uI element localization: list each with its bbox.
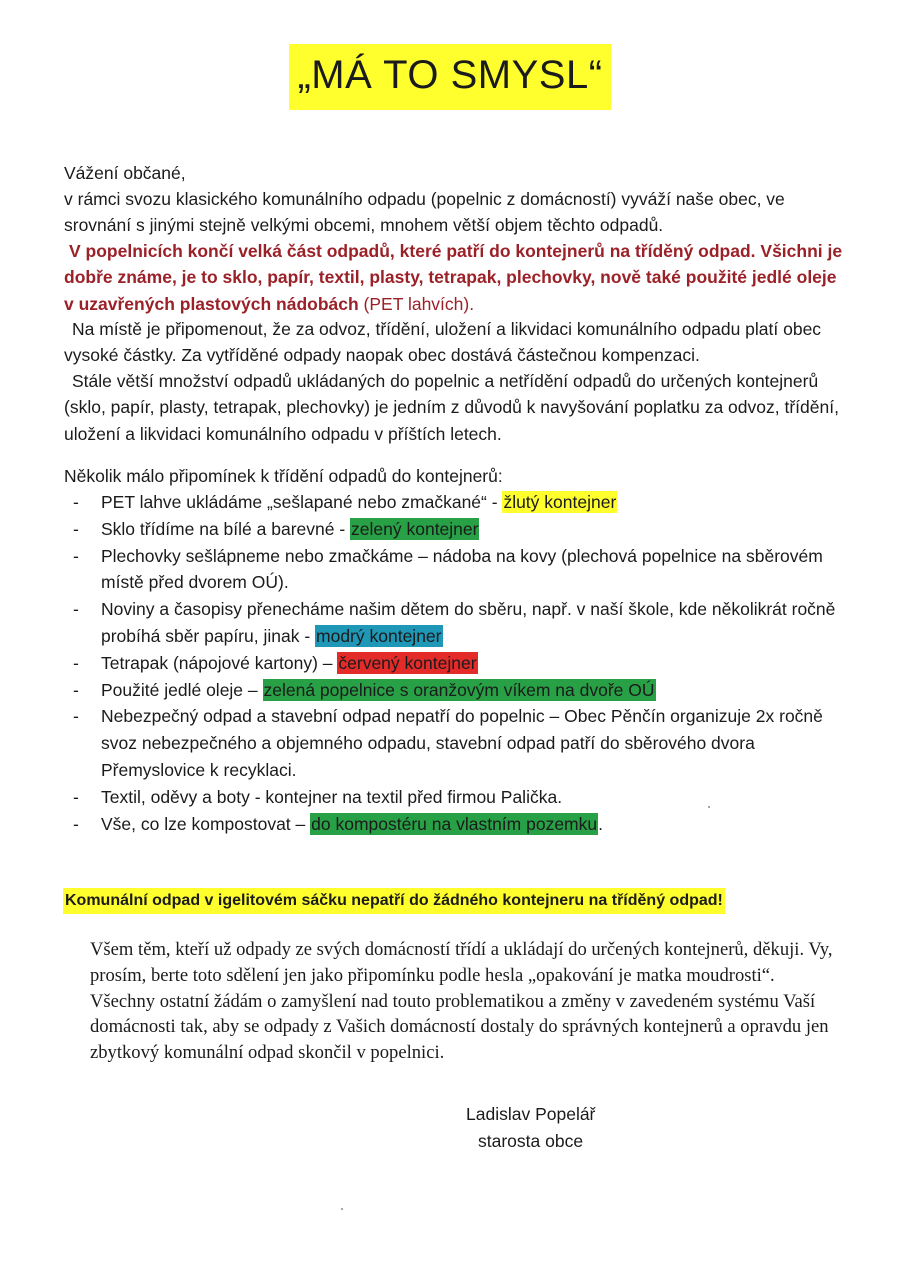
red-container-highlight: červený kontejner: [338, 652, 477, 673]
list-item: [64, 596, 854, 650]
list-item: [64, 811, 854, 838]
page-title: „MÁ TO SMYSL“: [289, 44, 610, 110]
list-item-text: Tetrapak (nápojové kartony) –: [101, 652, 338, 673]
emphasis-paragraph: [64, 238, 844, 317]
list-item-text: Vše, co lze kompostovat –: [101, 813, 311, 834]
scan-speck: [341, 1208, 343, 1210]
list-item: [64, 543, 854, 597]
list-item-tail: .: [598, 813, 603, 834]
list-item-text: Noviny a časopisy přenecháme našim dětem do sběru, např. v naší škole, kde několikrát ročně probíhá sběr papíru, jinak -: [101, 599, 836, 646]
list-dash: -: [73, 545, 79, 566]
list-item-text: Použité jedlé oleje –: [101, 679, 263, 700]
list-dash: -: [73, 786, 79, 807]
fee-paragraph: Stále větší množství odpadů ukládaných do popelnic a netřídění odpadů do určených kontejnerů (sklo, papír, plasty, tetrapak, plechovky) je jedním z důvodů k navyšování poplatku za odvoz, třídění, uložení a likvidaci komunálního odpadu v příštích letech.: [64, 371, 839, 444]
reminder-list: [64, 489, 854, 837]
signature-name: Ladislav Popelář: [466, 1104, 596, 1124]
list-item: [64, 703, 854, 783]
list-item-text: Plechovky sešlápneme nebo zmačkáme – nádoba na kovy (plechová popelnice na sběrovém místě před dvorem OÚ).: [101, 545, 823, 593]
scan-speck: [708, 806, 710, 808]
warning-banner: Komunální odpad v igelitovém sáčku nepatří do žádného kontejneru na tříděný odpad!: [63, 888, 725, 914]
list-item: [64, 677, 854, 704]
list-dash: -: [73, 652, 79, 673]
list-dash: -: [73, 706, 79, 727]
list-item-text: Nebezpečný odpad a stavební odpad nepatří do popelnic – Obec Pěnčín organizuje 2x ročně svoz nebezpečného a objemného odpadu, stavební odpad patří do sběrového dvora Přemyslovice k recyklaci.: [101, 706, 823, 780]
list-dash: -: [73, 813, 79, 834]
list-item: [64, 516, 854, 543]
oil-bin-highlight: zelená popelnice s oranžovým víkem na dvoře OÚ: [263, 679, 655, 700]
list-dash: -: [73, 492, 79, 512]
signature-block: [466, 1101, 595, 1155]
list-item: [64, 784, 854, 811]
emphasis-red-text: V popelnicích končí velká část odpadů, které patří do kontejnerů na tříděný odpad. Všichni je dobře známe, je to sklo, papír, textil, plasty, tetrapak, plechovky, nově také použité jedlé oleje v uzavřených plastových nádobách: [64, 241, 843, 314]
list-heading: Několik málo připomínek k třídění odpadů do kontejnerů:: [64, 466, 503, 486]
list-item-text: Sklo třídíme na bílé a barevné -: [101, 518, 351, 539]
signature-role: starosta obce: [478, 1131, 584, 1151]
intro-paragraph: v rámci svozu klasického komunálního odpadu (popelnic z domácností) vyváží naše obec, ve srovnání s jinými stejně velkými obcemi, mnohem větší objem těchto odpadů.: [64, 189, 785, 236]
list-dash: -: [73, 679, 79, 700]
yellow-container-highlight: žlutý kontejner: [503, 492, 617, 512]
list-item: [64, 489, 854, 516]
list-dash: -: [73, 518, 79, 539]
cost-paragraph: Na místě je připomenout, že za odvoz, třídění, uložení a likvidaci komunálního odpadu platí obec vysoké částky. Za vytříděné odpady naopak obec dostává částečnou kompenzaci.: [64, 319, 822, 366]
closing-paragraph: Všem těm, kteří už odpady ze svých domácností třídí a ukládají do určených kontejnerů, děkuji. Vy, prosím, berte toto sdělení jen jako připomínku podle hesla „opakování je matka moudrosti“. Všechny ostatní žádám o zamyšlení nad touto problematikou a změny v zavedeném systému Vaší domácnosti tak, aby se odpady z Vašich domácností dostaly do správných kontejnerů a opravdu jen zbytkový komunální odpad skončil v popelnici.: [90, 939, 833, 1064]
title-container: [0, 44, 900, 110]
compost-highlight: do kompostéru na vlastním pozemku: [311, 813, 598, 834]
blue-container-highlight: modrý kontejner: [316, 625, 442, 646]
greeting: Vážení občané,: [64, 163, 186, 183]
list-item-text: Textil, oděvy a boty - kontejner na textil před firmou Palička.: [101, 786, 563, 807]
list-item: [64, 650, 854, 677]
green-container-highlight: zelený kontejner: [351, 518, 479, 539]
list-item-text: PET lahve ukládáme „sešlapané nebo zmačkané“ -: [101, 492, 503, 512]
list-dash: -: [73, 599, 79, 620]
emphasis-tail-text: (PET lahvích).: [358, 293, 475, 314]
